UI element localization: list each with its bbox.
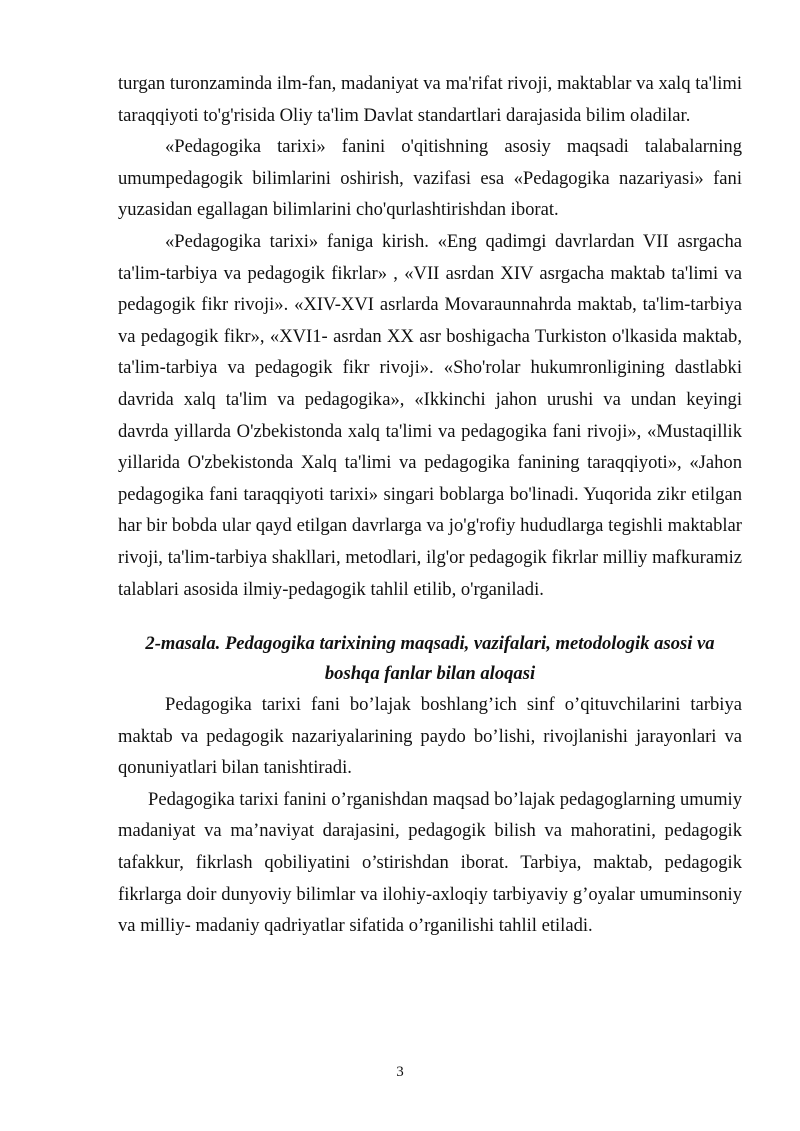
- page-text: [118, 68, 742, 942]
- section-number: 2-masala: [145, 633, 216, 655]
- paragraph-subject-intro: Pedagogika tarixi fani bo’lajak boshlang’ich sinf o’qituvchilarini tarbiya maktab va pedagogik nazariyalarining paydo bo’lishi, rivojlanishi jarayonlari va qonuniyatlari bilan tanishtiradi.: [118, 694, 742, 779]
- paragraph-course-chapters: «Pedagogika tarixi» faniga kirish. «Eng qadimgi davrlardan VII asrgacha ta'lim-tarbiya va pedagogik fikrlar» , «VII asrdan XIV asrgacha maktab ta'limi va pedagogik fikr rivoji». «XIV-XVI asrlarda Movaraunnahrda maktab, ta'lim-tarbiya va pedagogik fikr», «XVI1- asrdan XX asr boshigacha Turkiston o'lkasida maktab, ta'lim-tarbiya va pedagogik fikr rivoji». «Sho'rolar hukumronligining dastlabki davrida xalq ta'lim va pedagogika», «Ikkinchi jahon urushi va undan keyingi davrda yillarda O'zbekistonda xalq ta'limi va pedagogika fani rivoji», «Mustaqillik yillarida O'zbekistonda Xalq ta'limi va pedagogika fanining taraqqiyoti», «Jahon pedagogika fani taraqqiyoti tarixi» singari boblarga bo'linadi. Yuqorida zikr etilgan har bir bobda ular qayd etilgan davrlarga va jo'g'rofiy hududlarga tegishli maktablar rivoji, ta'lim-tarbiya shakllari, metodlari, ilg'or pedagogik fikrlar milliy mafkuramiz talablari asosida ilmiy-pedagogik tahlil etilib, o'rganiladi.: [118, 230, 742, 600]
- section-separator: .: [215, 633, 225, 655]
- section-heading: [118, 629, 742, 689]
- paragraph-subject-aim: Pedagogika tarixi fanini o’rganishdan maqsad bo’lajak pedagoglarning umumiy madaniyat va ma’naviyat darajasini, pedagogik bilish va mahoratini, pedagogik tafakkur, fikrlash qobiliyatini o’stirishdan iborat. Tarbiya, maktab, pedagogik fikrlarga doir dunyoviy bilimlar va ilohiy-axloqiy tarbiyaviy g’oyalar umuminsoniy va milliy- madaniy qadriyatlar sifatida o’rganilishi tahlil etiladi.: [118, 788, 742, 937]
- page-number: 3: [396, 1064, 404, 1080]
- section-title: Pedagogika tarixining maqsadi, vazifalari, metodologik asosi va boshqa fanlar bilan aloqasi: [224, 633, 715, 685]
- paragraph-continuation: turgan turonzaminda ilm-fan, madaniyat va ma'rifat rivoji, maktablar va xalq ta'limi taraqqiyoti to'g'risida Oliy ta'lim Davlat standartlari darajasida bilim oladilar.: [118, 73, 742, 126]
- paragraph-course-goal: «Pedagogika tarixi» fanini o'qitishning asosiy maqsadi talabalarning umumpedagogik bilimlarini oshirish, vazifasi esa «Pedagogika nazariyasi» fani yuzasidan egallagan bilimlarini cho'qurlashtirishdan iborat.: [118, 136, 742, 221]
